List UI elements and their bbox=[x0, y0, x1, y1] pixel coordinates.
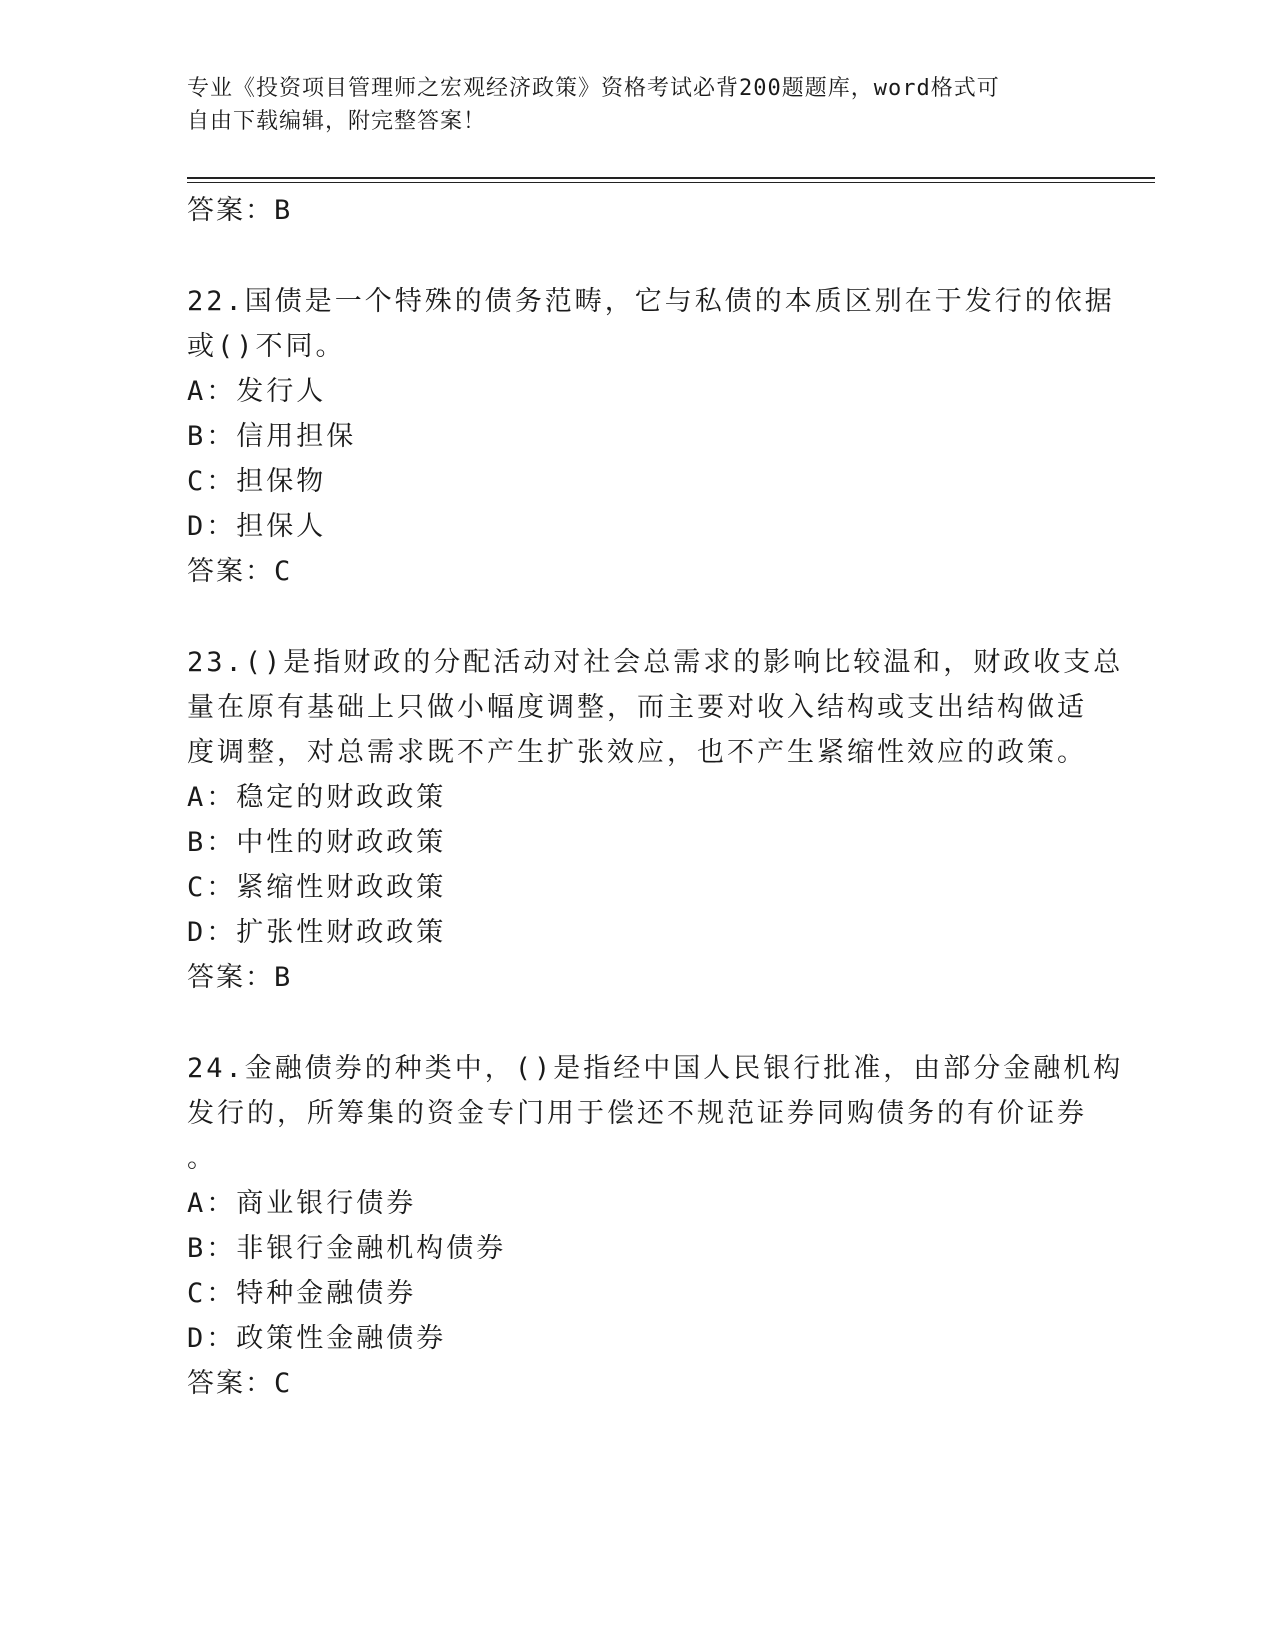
option-d: D：政策性金融债券 bbox=[187, 1323, 447, 1354]
option-b: B：中性的财政政策 bbox=[187, 827, 447, 858]
header-divider-thick bbox=[187, 177, 1155, 179]
question-stem-line: 发行的，所筹集的资金专门用于偿还不规范证券同购债务的有价证券 bbox=[187, 1098, 1087, 1129]
option-a: A：发行人 bbox=[187, 376, 327, 407]
question-stem-line: 23.()是指财政的分配活动对社会总需求的影响比较温和，财政收支总 bbox=[187, 647, 1124, 678]
question-stem-line: 或()不同。 bbox=[187, 331, 346, 362]
question-22 bbox=[187, 279, 1115, 594]
document-header bbox=[187, 72, 1087, 138]
option-d: D：担保人 bbox=[187, 511, 327, 542]
option-b: B：非银行金融机构债券 bbox=[187, 1233, 507, 1264]
question-24 bbox=[187, 1046, 1124, 1406]
answer: 答案：B bbox=[187, 962, 293, 993]
option-c: C：紧缩性财政政策 bbox=[187, 872, 447, 903]
header-line-2: 自由下载编辑，附完整答案！ bbox=[187, 109, 487, 134]
option-c: C：担保物 bbox=[187, 466, 327, 497]
option-c: C：特种金融债券 bbox=[187, 1278, 417, 1309]
question-stem-line: 24.金融债券的种类中，()是指经中国人民银行批准，由部分金融机构 bbox=[187, 1053, 1124, 1084]
option-a: A：商业银行债券 bbox=[187, 1188, 417, 1219]
question-stem-line: 22.国债是一个特殊的债务范畴，它与私债的本质区别在于发行的依据 bbox=[187, 286, 1115, 317]
option-b: B：信用担保 bbox=[187, 421, 357, 452]
answer: 答案：C bbox=[187, 556, 293, 587]
question-23 bbox=[187, 640, 1124, 1000]
answer: 答案：C bbox=[187, 1368, 293, 1399]
previous-answer: 答案：B bbox=[187, 195, 293, 226]
question-list bbox=[187, 188, 1124, 1406]
header-line-1: 专业《投资项目管理师之宏观经济政策》资格考试必背200题题库，word格式可 bbox=[187, 76, 1000, 101]
header-divider-thin bbox=[187, 182, 1155, 183]
question-stem-line: 量在原有基础上只做小幅度调整，而主要对收入结构或支出结构做适 bbox=[187, 692, 1087, 723]
option-a: A：稳定的财政政策 bbox=[187, 782, 447, 813]
question-stem-line: 。 bbox=[187, 1143, 217, 1174]
question-stem-line: 度调整，对总需求既不产生扩张效应，也不产生紧缩性效应的政策。 bbox=[187, 737, 1087, 768]
option-d: D：扩张性财政政策 bbox=[187, 917, 447, 948]
